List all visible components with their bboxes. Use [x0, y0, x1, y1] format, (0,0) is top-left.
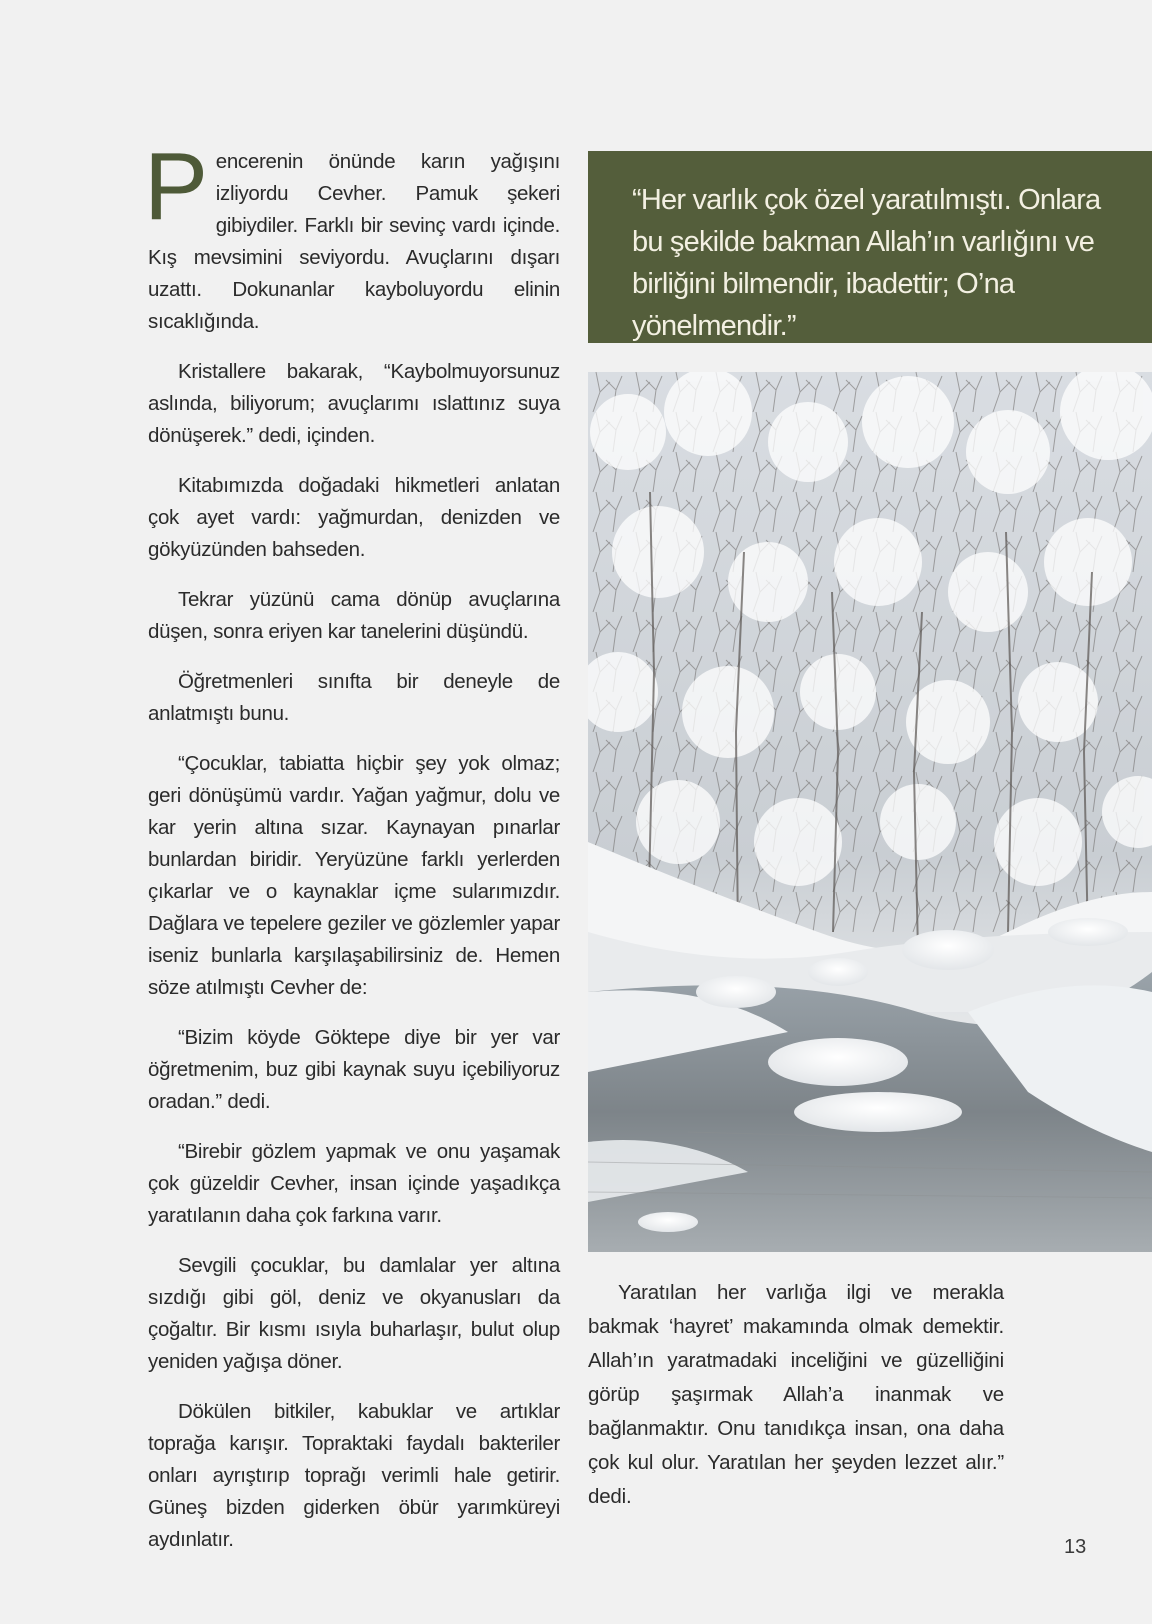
paragraph-8: “Birebir gözlem yapmak ve onu yaşamak çok güzeldir Cevher, insan içinde yaşadıkça yaratılanın daha çok farkına varır. [148, 1140, 560, 1227]
left-column [144, 133, 560, 1574]
paragraph-4: Tekrar yüzünü cama dönüp avuçlarına düşen, sonra eriyen kar tanelerini düşündü. [148, 588, 560, 643]
paragraph-2: Kristallere bakarak, “Kaybolmuyorsunuz aslında, biliyorum; avuçlarımı ıslattınız suya dönüşerek.” dedi, içinden. [148, 360, 560, 447]
right-paragraph: Yaratılan her varlığa ilgi ve merakla bakmak ‘hayret’ makamında olmak demektir. Allah’ın yaratmadaki inceliğini ve güzelliğini görüp şaşırmak Allah’a inanmak ve bağlanmaktır. Onu tanıdıkça insan, ona daha çok kul olur. Yaratılan her şeyden lezzet alır.” dedi. [588, 1281, 1004, 1508]
paragraph-3: Kitabımızda doğadaki hikmetleri anlatan çok ayet vardı: yağmurdan, denizden ve gökyüzünden bahseden. [148, 474, 560, 561]
paragraph-1 [144, 133, 560, 338]
paragraph-5: Öğretmenleri sınıfta bir deneyle de anlatmıştı bunu. [148, 670, 560, 725]
paragraph-10: Dökülen bitkiler, kabuklar ve artıklar toprağa karışır. Topraktaki faydalı bakteriler onları ayrıştırıp toprağı verimli hale getirir. Güneş bizden giderken öbür yarımküreyi aydınlatır. [148, 1400, 560, 1551]
pull-quote-text: “Her varlık çok özel yaratılmıştı. Onlara bu şekilde bakman Allah’ın varlığını ve birliğini bilmendir, ibadettir; O’na yönelmendir.” [632, 184, 1101, 342]
paragraph-9: Sevgili çocuklar, bu damlalar yer altına sızdığı gibi göl, deniz ve okyanusları da çoğaltır. Bir kısmı ısıyla buharlaşır, bulut olup yeniden yağışa döner. [148, 1254, 560, 1373]
right-column-text [588, 1276, 1004, 1514]
paragraph-7: “Bizim köyde Göktepe diye bir yer var öğretmenim, buz gibi kaynak suyu içebiliyoruz oradan.” dedi. [148, 1026, 560, 1113]
paragraph-6: “Çocuklar, tabiatta hiçbir şey yok olmaz; geri dönüşümü vardır. Yağan yağmur, dolu ve kar yerin altına sızar. Kaynayan pınarlar bunlardan biridir. Yeryüzüne farklı yerlerden çıkarlar ve o kaynaklar içme sularımızdır. Dağlara ve tepelere geziler ve gözlemler yapar iseniz bunlarla karşılaşabilirsiniz de. Hemen söze atılmıştı Cevher de: [148, 752, 560, 999]
page-number: 13 [1064, 1536, 1087, 1558]
snowy-stream-photo [588, 372, 1152, 1252]
paragraph-1-text: encerenin önünde karın yağışını izliyordu Cevher. Pamuk şekeri gibiydiler. Farklı bir sevinç vardı içinde. Kış mevsimini seviyordu. Avuçlarını dışarı uzattı. Dokunanlar kayboluyordu elinin sıcaklığında. [148, 150, 560, 333]
pull-quote-box [588, 151, 1152, 343]
drop-cap: P [144, 133, 208, 240]
